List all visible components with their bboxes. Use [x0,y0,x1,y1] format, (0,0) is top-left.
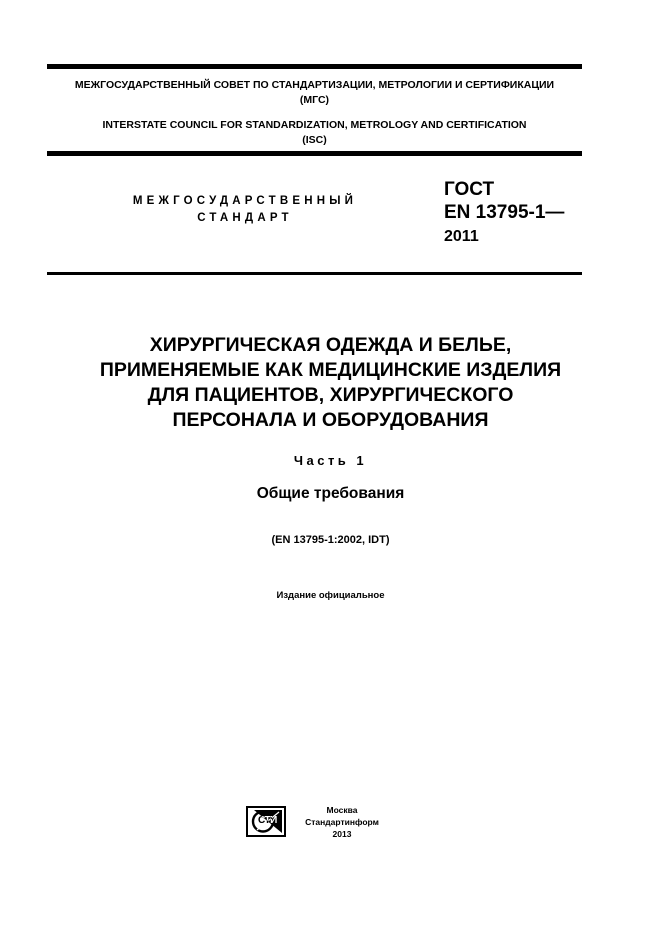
standard-type-line1: МЕЖГОСУДАРСТВЕННЫЙ [132,195,358,207]
standartinform-logo [246,806,286,837]
title-line-4: ПЕРСОНАЛА И ОБОРУДОВАНИЯ [172,409,489,431]
title-line-1: ХИРУРГИЧЕСКАЯ ОДЕЖДА И БЕЛЬЕ, [149,334,512,356]
title-line-3: ДЛЯ ПАЦИЕНТОВ, ХИРУРГИЧЕСКОГО [147,384,514,406]
council-ru-abbr: (МГС) [299,94,330,106]
imprint [294,804,390,840]
part-title: Общие требования [256,485,405,502]
imprint-publisher: Стандартинформ [305,817,379,827]
gost-number: EN 13795-1— [444,202,565,223]
top-rule [47,64,582,69]
header-rule [47,151,582,156]
title-line-2: ПРИМЕНЯЕМЫЕ КАК МЕДИЦИНСКИЕ ИЗДЕЛИЯ [99,359,562,381]
council-en-name: INTERSTATE COUNCIL FOR STANDARDIZATION, METROLOGY AND CERTIFICATION [102,119,527,131]
imprint-year: 2013 [332,829,352,839]
imprint-city: Москва [326,805,358,815]
gost-label: ГОСТ [444,179,495,200]
council-en-abbr: (ISC) [302,134,327,146]
council-ru [47,78,582,108]
council-ru-name: МЕЖГОСУДАРСТВЕННЫЙ СОВЕТ ПО СТАНДАРТИЗАЦИИ, МЕТРОЛОГИИ И СЕРТИФИКАЦИИ [74,79,555,91]
equivalence-note: (EN 13795-1:2002, IDT) [271,534,390,546]
part-number: Часть 1 [293,453,368,468]
designation-rule [47,272,582,275]
standard-type-line2: СТАНДАРТ [197,212,293,224]
gost-year: 2011 [444,228,479,245]
logo-letters: СТИ [258,815,277,826]
edition-note: Издание официальное [276,590,385,601]
council-en [47,118,582,148]
document-title [20,333,641,433]
